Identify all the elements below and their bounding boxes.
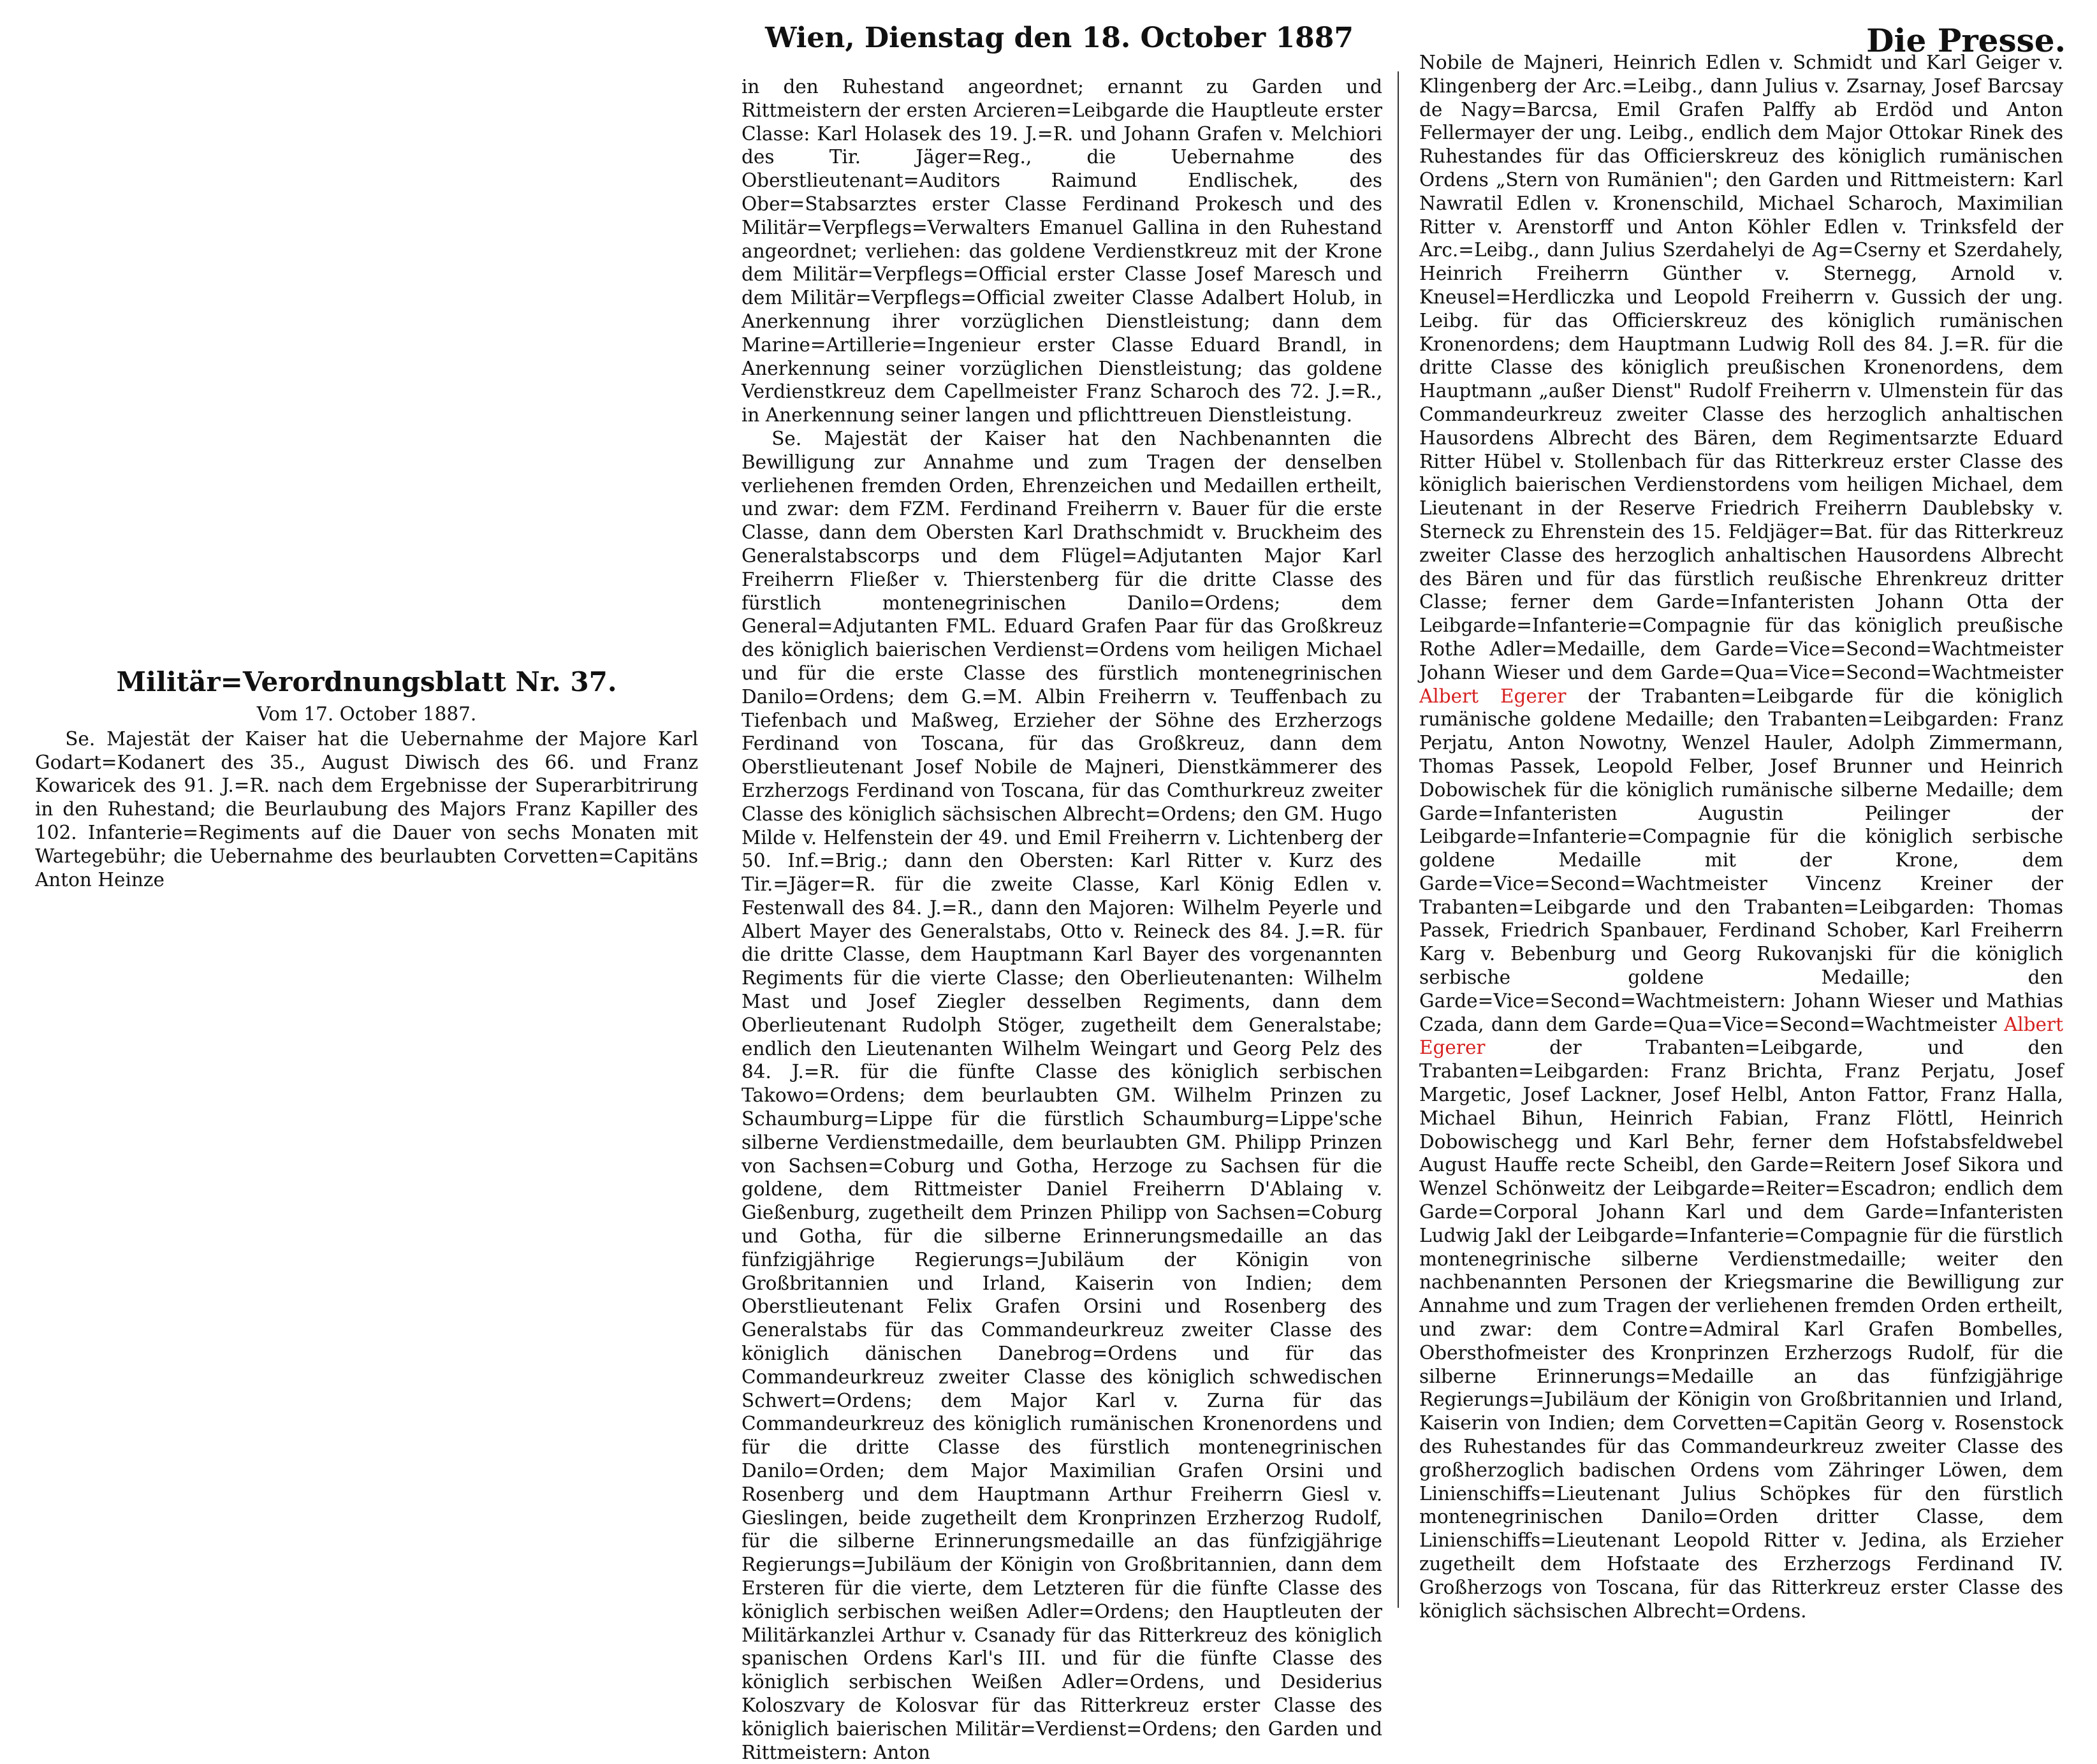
article-paragraph: Se. Majestät der Kaiser hat die Uebernahme der Majore Karl Godart=Kodanert des 35., August Diwisch des 66. und Franz Kowaricek des 91. J.=R. nach dem Ergebnisse der Superarbitrirung in den Ruhestand; die Beurlaubung des Majors Franz Kapiller des 102. Infanterie=Regiments auf die Dauer von sechs Monaten mit Wartegebühr; die Uebernahme des beurlaubten Corvetten=Capitäns Anton Heinze — [35, 727, 698, 891]
article-paragraph: in den Ruhestand angeordnet; ernannt zu Garden und Rittmeistern der ersten Arcieren=Leibgarde die Hauptleute erster Classe: Karl Holasek des 19. J.=R. und Johann Grafen v. Melchiori des Tir. Jäger=Reg., die Uebernahme des Oberstlieutenant=Auditors Raimund Endlischek, des Ober=Stabsarztes erster Classe Ferdinand Prokesch und des Militär=Verpflegs=Verwalters Emanuel Gallina in den Ruhestand angeordnet; verliehen: das goldene Verdienstkreuz mit der Krone dem Militär=Verpflegs=Official erster Classe Josef Maresch und dem Militär=Verpflegs=Official zweiter Classe Adalbert Holub, in Anerkennung ihrer vorzüglichen Dienstleistung; dann dem Marine=Artillerie=Ingenieur erster Classe Eduard Brandl, in Anerkennung seiner vorzüglichen Dienstleistung; das goldene Verdienstkreuz dem Capellmeister Franz Scharoch des 72. J.=R., in Anerkennung seiner langen und pflichttreuen Dienstleistung. — [742, 76, 1382, 426]
newspaper-name: Die Presse. — [1866, 22, 2066, 59]
right-column — [1419, 51, 2063, 1622]
article-date: Vom 17. October 1887. — [256, 703, 477, 725]
article-paragraph: Se. Majestät der Kaiser hat den Nachbenannten die Bewilligung zur Annahme und zum Tragen der denselben verliehenen fremden Orden, Ehrenzeichen und Medaillen ertheilt, und zwar: dem FZM. Ferdinand Freiherrn v. Bauer für die erste Classe, dann dem Obersten Karl Drathschmidt v. Bruckheim des Generalstabscorps und dem Flügel=Adjutanten Major Karl Freiherrn Fließer v. Thierstenberg für die dritte Classe des fürstlich montenegrinischen Danilo=Ordens; dem General=Adjutanten FML. Eduard Grafen Paar für das Großkreuz des königlich baierischen Verdienst=Ordens vom heiligen Michael und für die erste Classe des fürstlich montenegrinischen Danilo=Ordens; dem G.=M. Albin Freiherrn v. Teuffenbach zu Tiefenbach und Maßweg, Erzieher der Söhne des Erzherzogs Ferdinand von Toscana, für das Großkreuz, dann dem Oberstlieutenant Josef Nobile de Majneri, Dienstkämmerer des Erzherzogs Ferdinand von Toscana, für das Comthurkreuz zweiter Classe des königlich sächsischen Albrecht=Ordens; den GM. Hugo Milde v. Helfenstein der 49. und Emil Freiherrn v. Lichtenberg der 50. Inf.=Brig.; dann den Obersten: Karl Ritter v. Kurz des Tir.=Jäger=R. für die zweite Classe, Karl König Edlen v. Festenwall des 84. J.=R., dann den Majoren: Wilhelm Peyerle und Albert Mayer des Generalstabs, Otto v. Reineck des 84. J.=R. für die dritte Classe, dem Hauptmann Karl Bayer des vorgenannten Regiments für die vierte Classe; den Oberlieutenanten: Wilhelm Mast und Josef Ziegler desselben Regiments, dann dem Oberlieutenant Rudolph Stöger, zugetheilt dem Generalstabe; endlich den Lieutenanten Wilhelm Weingart und Georg Pelz des 84. J.=R. für die fünfte Classe des königlich serbischen Takowo=Ordens; dem beurlaubten GM. Wilhelm Prinzen zu Schaumburg=Lippe für die fürstlich Schaumburg=Lippe'sche silberne Verdienstmedaille, dem beurlaubten GM. Philipp Prinzen von Sachsen=Coburg und Gotha, Herzoge zu Sachsen für die goldene, dem Rittmeister Daniel Freiherrn D'Ablaing v. Gießenburg, zugetheilt dem Prinzen Philipp von Sachsen=Coburg und Gotha, für die silberne Erinnerungsmedaille an das fünfzigjährige Regierungs=Jubiläum der Königin von Großbritannien und Irland, Kaiserin von Indien; dem Oberstlieutenant Felix Grafen Orsini und Rosenberg des Generalstabs für das Commandeurkreuz zweiter Classe des königlich dänischen Danebrog=Ordens und für das Commandeurkreuz zweiter Classe des königlich schwedischen Schwert=Ordens; dem Major Karl v. Zurna für das Commandeurkreuz des königlich rumänischen Kronenordens und für die dritte Classe des fürstlich montenegrinischen Danilo=Orden; dem Major Maximilian Grafen Orsini und Rosenberg und dem Hauptmann Arthur Freiherrn Giesl v. Gieslingen, beide zugetheilt dem Kronprinzen Erzherzog Rudolf, für die silberne Erinnerungsmedaille an das fünfzigjährige Regierungs=Jubiläum der Königin von Großbritannien, dann dem Ersteren für die vierte, dem Letzteren für die fünfte Classe des königlich serbischen weißen Adler=Ordens; den Hauptleuten der Militärkanzlei Arthur v. Csanady für das Ritterkreuz des königlich spanischen Ordens Karl's III. und für die fünfte Classe des königlich serbischen Weißen Adler=Ordens, und Desiderius Koloszvary de Kolosvar für das Ritterkreuz erster Classe des königlich baierischen Militär=Verdienst=Ordens; den Garden und Rittmeistern: Anton — [742, 427, 1382, 1763]
column-divider — [1398, 71, 1399, 1608]
article-paragraph — [1419, 51, 2063, 1622]
middle-column — [742, 75, 1382, 1764]
highlighted-name: Albert Egerer — [1419, 685, 1567, 707]
dateline: Wien, Dienstag den 18. October 1887 — [765, 22, 1354, 54]
text-run: der Trabanten=Leibgarde für die königlich rumänische goldene Medaille; den Trabanten=Leibgarden: Franz Perjatu, Anton Nowotny, Wenzel Hauler, Adolph Zimmermann, Thomas Passek, Leopold Felber, Josef Brunner und Heinrich Dobowischek für die königlich rumänische silberne Medaille; dem Garde=Infanteristen Augustin Peilinger der Leibgarde=Infanterie=Compagnie für die königlich serbische goldene Medaille mit der Krone, dem Garde=Vice=Second=Wachtmeister Vincenz Kreiner der Trabanten=Leibgarde und den Trabanten=Leibgarden: Thomas Passek, Friedrich Spanbauer, Ferdinand Schober, Karl Freiherrn Karg v. Bebenburg und Georg Rukovanjski für die königlich serbische goldene Medaille; den Garde=Vice=Second=Wachtmeistern: Johann Wieser und Mathias Czada, dann dem Garde=Qua=Vice=Second=Wachtmeister — [1419, 685, 2063, 1035]
article-heading: Militär=Verordnungsblatt Nr. 37. — [116, 666, 617, 697]
highlighted-name: Albert Egerer — [1419, 1013, 2063, 1059]
left-column — [35, 664, 698, 891]
text-run: der Trabanten=Leibgarde, und den Trabanten=Leibgarden: Franz Brichta, Franz Perjatu, Josef Margetic, Josef Lackner, Josef Helbl, Anton Fattor, Franz Halla, Michael Bihun, Heinrich Fabian, Franz Flöttl, Heinrich Dobowischegg und Karl Behr, ferner dem Hofstabsfeldwebel August Hauffe recte Scheibl, den Garde=Reitern Josef Sikora und Wenzel Schönweitz der Leibgarde=Reiter=Escadron; endlich dem Garde=Corporal Johann Karl und dem Garde=Infanteristen Ludwig Jakl der Leibgarde=Infanterie=Compagnie für die fürstlich montenegrinische silberne Verdienstmedaille; weiter den nachbenannten Personen der Kriegsmarine die Bewilligung zur Annahme und zum Tragen der verliehenen fremden Orden ertheilt, und zwar: dem Contre=Admiral Karl Grafen Bombelles, Obersthofmeister des Kronprinzen Erzherzogs Rudolf, für die silberne Erinnerungs=Medaille an das fünfzigjährige Regierungs=Jubiläum der Königin von Großbritannien und Irland, Kaiserin von Indien; dem Corvetten=Capitän Georg v. Rosenstock des Ruhestandes für das Commandeurkreuz zweiter Classe des großherzoglich badischen Ordens vom Zähringer Löwen, dem Linienschiffs=Lieutenant Julius Schöpkes für den fürstlich montenegrinischen Danilo=Orden dritter Classe, dem Linienschiffs=Lieutenant Leopold Ritter v. Jedina, als Erzieher zugetheilt dem Hofstaate des Erzherzogs Ferdinand IV. Großherzogs von Toscana, für das Ritterkreuz erster Classe des königlich sächsischen Albrecht=Ordens. — [1419, 1037, 2063, 1622]
text-run: Nobile de Majneri, Heinrich Edlen v. Schmidt und Karl Geiger v. Klingenberg der Arc.=Leibg., dann Julius v. Zsarnay, Josef Barcsay de Nagy=Barcsa, Emil Grafen Palffy ab Erdöd und Anton Fellermayer der ung. Leibg., endlich dem Major Ottokar Rinek des Ruhestandes für das Officierskreuz des königlich rumänischen Ordens „Stern von Rumänien"; den Garden und Rittmeistern: Karl Nawratil Edlen v. Kronenschild, Michael Scharoch, Maximilian Ritter v. Arenstorff und Anton Köhler Edlen v. Trinksfeld der Arc.=Leibg., dann Julius Szerdahelyi de Ag=Cserny et Szerdahely, Heinrich Freiherrn Günther v. Sternegg, Arnold v. Kneusel=Herdliczka und Leopold Freiherrn v. Gussich der ung. Leibg. für das Officierskreuz des königlich rumänischen Kronenordens; dem Hauptmann Ludwig Roll des 84. J.=R. für die dritte Classe des königlich preußischen Kronenordens, dem Hauptmann „außer Dienst" Rudolf Freiherrn v. Ulmenstein für das Commandeurkreuz zweiter Classe des herzoglich anhaltischen Hausordens Albrecht des Bären, dem Regimentsarzte Eduard Ritter Hübel v. Stollenbach für das Ritterkreuz erster Classe des königlich baierischen Verdienstordens vom heiligen Michael, dem Lieutenant in der Reserve Friedrich Freiherrn Daublebsky v. Sterneck zu Ehrenstein des 15. Feldjäger=Bat. für das Ritterkreuz zweiter Classe des herzoglich anhaltischen Hausordens Albrecht des Bären und für das fürstlich reußische Ehrenkreuz dritter Classe; ferner dem Garde=Infanteristen Johann Otta der Leibgarde=Infanterie=Compagnie für das königlich preußische Rothe Adler=Medaille, dem Garde=Vice=Second=Wachtmeister Johann Wieser und dem Garde=Qua=Vice=Second=Wachtmeister — [1419, 52, 2063, 683]
